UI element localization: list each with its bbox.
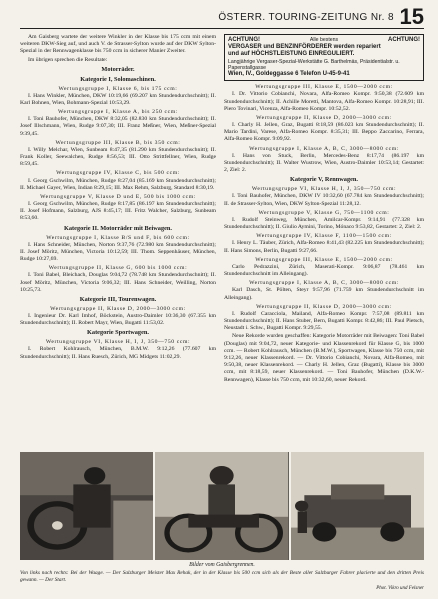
class-heading: Wertungsgruppe IV, Klasse F, 1100—1500 ccm:: [256, 233, 392, 240]
ad-headline: VERGASER und BENZINFÖRDERER werden repariert: [228, 44, 381, 51]
result-paragraph: Im übrigen sprechen die Resultate:: [28, 56, 108, 63]
result-paragraph: I. Georg Gschwilm, München, Rudge 8:27,04 (85.169 km Stundendurchschnitt); II. Michael Gayer, Wien, Indian 8:29,15; III. Max Rehm, Salzburg, Standard 8:30,19.: [20, 177, 216, 191]
photo-weighing: [20, 452, 153, 560]
result-paragraph: I. Ingenieur Dr. Karl Imhof, Böckstein, Austro-Daimler 10:36,30 (67.355 km Stundendurchschnitt); II. Robert Mayr, Wien, Bugatti 11:53,02.: [20, 313, 216, 327]
photo-caption: Von links nach rechts: Bei der Waage. — Der Salzburger Meister Max Rehak, der in der Klasse bis 500 ccm sich als der Beste aller Salzburger Fahrer placierte und den dritten Preis gewann. — Der Start.: [20, 570, 424, 583]
header-rule: [20, 28, 424, 29]
class-heading: Wertungsgruppe I, Klasse A, bis 250 ccm:: [58, 109, 178, 116]
right-column: [224, 34, 424, 385]
result-paragraph: Am Gaisberg wartete der weitere Winkler in der Klasse bis 175 ccm mit einem weiteren DKW-Sieg auf, und auch V. de Strasser-Sylton wurde auf der DKW Sylton-Spezial in der Rennwagenklasse bis 750 ccm in sicherer Manier Zweiter.: [20, 34, 216, 55]
result-paragraph: I. Henry L. Täuber, Zürich, Alfa-Romeo 8:41,43 (82.225 km Stundendurchschnitt); II. Hans Simons, Berlin, Bugatti 9:27,66.: [224, 240, 424, 254]
result-paragraph: I. Georg Gschwilm, München, Rudge 8:17,85 (86.197 km Stundendurchschnitt); II. Josef Hofmann, Salzburg, AJS 8:45,17; III. Fritz Walcher, Salzburg, Sunbeam 8:53,60.: [20, 201, 216, 222]
photo-credit: Phot. Vikro und Felsner: [376, 586, 424, 591]
class-heading: Wertungsgruppe VI, Klasse H, I, J, 350—750 ccm:: [251, 186, 397, 193]
right-results: [224, 84, 424, 383]
result-paragraph: I. Hans Schneider, München, Norton 9:37,76 (72.980 km Stundendurchschnitt); II. Josef Möritz, München, Victoria 10:12,59; III. Thom. Seppenhäuser, München, Rudge 10:27,69.: [20, 241, 216, 263]
class-heading: Wertungsgruppe II, Klasse D, 2000—3000 ccm:: [256, 303, 392, 310]
photo-title: Bilder vom Gaisbergrennen.: [189, 562, 255, 568]
result-paragraph: I. Hans Winkler, München, DKW 10:19,66 (69.207 km Stundendurchschnitt); II. Karl Bohnen, Wien, Bohmann-Spezial 10:53,29.: [20, 92, 216, 106]
class-heading: Wertungsgruppe I, Klasse A, B, C, 3000—8000 ccm:: [249, 280, 399, 287]
ad-workshop: Langjährige Vergaser-Spezial-Werkstätte G. Barthelmäs, Präsidentialstr. u. Papenstallgasse: [228, 58, 400, 71]
photo-strip: [20, 452, 424, 560]
result-paragraph: I. Dr. Vittorio Cobianchi, Novara, Alfa-Romeo Kompr. 9:50,38 (72.609 km Stundendurchschnitt); II. Achille Moretti, Mantova, Alfa-Romeo Kompr. 10:28,91; III. Piero Tovinari, Vicenza, Alfa-Romeo Kompr. 10:52,52.: [224, 91, 424, 112]
result-paragraph: I. Rudolf Steinweg, München, Amilcar-Kompr. 9:14,91 (77.328 km Stundendurchschnitt); II. Giulio Aymini, Torino, Mónaco 9:53,82, Gestartet: 2, Ziel: 2.: [224, 216, 424, 231]
result-paragraph: I. Rudolf Caracciola, Mailand, Alfa-Romeo Kompr. 7:57,08 (89.811 km Stundendurchschnitt); II. Hans Stuber, Bern, Bugatti Kompr. 8:42,86; III. Paul Pietsch, Neustadt i. Schw., Bugatti Kompr. 9:29,55.: [224, 310, 424, 332]
class-heading: Wertungsgruppe II, Klasse D, 2000—3000 ccm:: [256, 114, 392, 121]
class-heading: Wertungsgruppe V, Klasse G, 750—1100 ccm:: [258, 209, 390, 216]
section-heading: Motorräder.: [101, 65, 135, 73]
class-heading: Wertungsgruppe IV, Klasse C, bis 500 ccm:: [56, 170, 180, 177]
result-paragraph: I. Willy Melchar, Wien, Sunbeam 8:47,35 (81.290 km Stundendurchschnitt); II. Frank Koller, Seewalchen, Rudge 8:56,53; III. Otto Strittfellner, Wien, Rudge 8:59,45.: [20, 146, 216, 168]
ad-tagline: Alle bestens: [309, 37, 339, 43]
ad-subline: und auf HÖCHSTLEISTUNG EINREGULIERT.: [228, 51, 355, 58]
left-column: [20, 34, 216, 362]
section-heading: Kategorie I, Solomaschinen.: [80, 75, 156, 83]
ad-address: Wien, IV., Goldeggasse 6 Telefon U-45-9-41: [228, 71, 350, 78]
result-paragraph: I. Toni Bauhofer, München, DKW 8:32,05 (82.830 km Stundendurchschnitt); II. Josef Illschmann, Wien, Rudge 9:07,30; III. Franz Meßner, Wien, Meßner-Spezial 9:39,45.: [20, 116, 216, 137]
result-paragraph: I. Charly H. Jellen, Graz, Bugatti 8:18,59 (86.023 km Stundendurchschnitt); II. Mario Tardini, Varese, Alfa-Romeo Kompr. 8:35,31; III. Beppo Zaccarino, Ferrara, Alfa-Romeo Kompr. 9:09,92.: [224, 122, 424, 143]
section-heading: Kategorie Sportwagen.: [87, 329, 149, 337]
ad-attention-left: ACHTUNG!: [228, 37, 260, 43]
class-heading: Wertungsgruppe III, Klasse B, bis 350 ccm:: [55, 139, 181, 146]
class-heading: Wertungsgruppe II, Klasse G, 600 bis 1000 ccm:: [48, 265, 188, 272]
page-header: [20, 4, 424, 29]
class-heading: Wertungsgruppe III, Klasse E, 1500—2000 ccm:: [255, 84, 393, 91]
class-heading: Wertungsgruppe I, Klasse A, B, C, 3000—8000 ccm:: [249, 145, 399, 152]
class-heading: Wertungsgruppe III, Klasse E, 1500—2000 ccm:: [255, 256, 393, 263]
class-heading: Wertungsgruppe VI, Klasse H, I, J, 350—750 ccm:: [45, 339, 191, 346]
result-paragraph: I. Robert Kohlrausch, München, B.M.W. 9:12,26 (77.607 km Stundendurchschnitt); II. Hans Ruesch, Zürich, MG Midgets 11:02,29.: [20, 346, 216, 360]
photo-max-rehak: [155, 452, 288, 560]
result-paragraph: Neue Rekorde wurden geschaffen: Kategorie Motorräder mit Beiwagen: Toni Babel (Douglas) mit 9:04,72, neuer Kategorie- und Klassenrekord für Klasse G, bis 1000 ccm. — Robert Kohlrausch, München (B.M.W.), Sportwagen, Klasse bis 750 ccm, mit 9:12,26, neuer Klassenrekord. — Dr. Vittorio Cobianchi, Novara, Alfa-Romeo, mit 9:50,38, neuer Klassenrekord. — Charly H. Jellen, Graz (Bugatti), Klasse bis 3000 ccm, mit 8:18,59, neuer Klassenrekord. — Toni Bauhofer, München (D.K.W.-Rennwagen), Klasse bis 750 ccm, mit 10:32,60, neuer Rekord.: [224, 333, 424, 383]
ad-attention-right: ACHTUNG!: [387, 37, 420, 43]
result-paragraph: Karl Dasch, St. Pölten, Steyr 9:57,96 (71.759 km Stundendurchschnitt im Alleingang).: [224, 287, 424, 301]
result-paragraph: I. Toni Bauhofer, München, DKW IV 10:32,60 (67.784 km Stundendurchschnitt); II. de Strasser-Sylton, Wien, DKW Sylton-Spezial 11:28,12.: [224, 193, 424, 207]
section-heading: Kategorie II. Motorräder mit Beiwagen.: [64, 224, 172, 232]
result-paragraph: I. Toni Babel, Bleichach, Douglas 9:04,72 (78.748 km Stundendurchschnitt); II. Josef Möritz, München, Victoria 9:06,32; III. Hans Schneider, Weilling, Norton 10:25,73.: [20, 272, 216, 293]
section-heading: Kategorie V, Rennwagen.: [290, 176, 358, 184]
page-number: 15: [399, 4, 424, 29]
result-paragraph: I. Hans von Stuck, Berlin, Mercedes-Benz 8:17,74 (86.197 km Stundendurchschnitt); II. Walter Wustrow, Wien, Austro-Daimler 10:53,14; Gestartet: 2, Ziel: 2.: [224, 152, 424, 174]
class-heading: Wertungsgruppe V, Klasse D und E, 500 bis 1000 ccm:: [40, 193, 196, 200]
class-heading: Wertungsgruppe I, Klasse 6, bis 175 ccm:: [58, 85, 178, 92]
result-paragraph: Carlo Pedrazzini, Zürich, Maserati-Kompr. 9:06,87 (78.461 km Stundendurchschnitt im Alleingang).: [224, 263, 424, 278]
class-heading: Wertungsgruppe II, Klasse D, 2000—3000 ccm:: [50, 305, 186, 312]
photo-start: [291, 452, 424, 560]
journal-title: ÖSTERR. TOURING-ZEITUNG Nr. 8: [218, 12, 394, 23]
section-heading: Kategorie III, Tourenwagen.: [79, 295, 157, 303]
class-heading: Wertungsgruppe I, Klasse B/S und F, bis 600 ccm:: [46, 234, 190, 241]
vergaser-advertisement: [224, 34, 424, 81]
